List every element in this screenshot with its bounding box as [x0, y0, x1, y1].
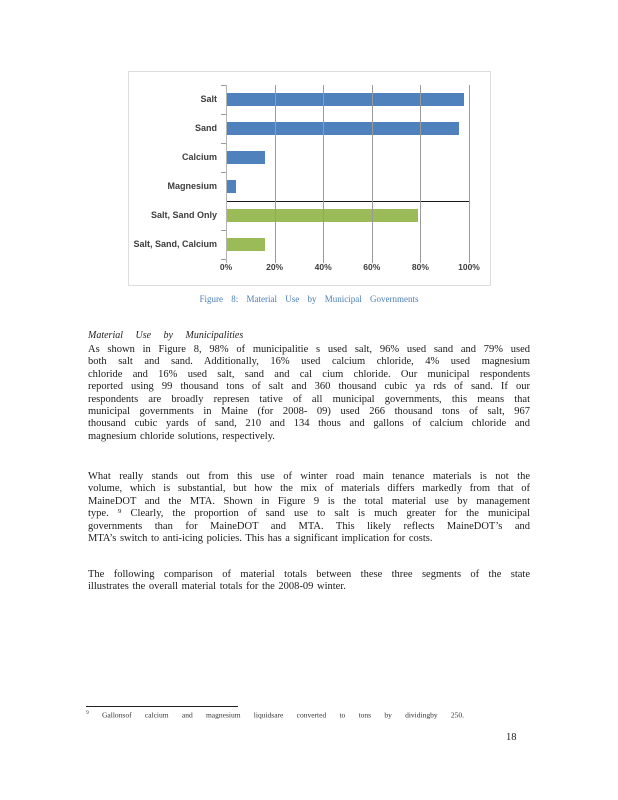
chart-row	[133, 230, 469, 259]
x-axis-tick-label: 0%	[219, 262, 233, 272]
bar-calcium	[226, 151, 265, 164]
group-separator-line	[226, 201, 469, 202]
paragraph	[88, 471, 530, 545]
gridline	[226, 85, 227, 263]
chart-row	[194, 114, 469, 143]
figure-caption: Figure 8: Material Use by Municipal Governments	[199, 294, 419, 304]
x-axis-tick-label: 100%	[458, 262, 480, 272]
x-axis-tick-label: 80%	[411, 262, 429, 272]
material-use-chart	[128, 71, 491, 286]
section-heading: Material Use by Municipalities	[88, 330, 244, 341]
bar-salt	[226, 93, 464, 106]
text-line: illustrates the overall material totals for the 2008-09 winter.	[88, 581, 346, 593]
text-line: both salt and sand. Additionally, 16% used calcium chloride, 4% used magnesium	[88, 356, 530, 368]
footnote-text: Gallonsof calcium and magnesium liquidsare converted to tons by dividingby 250.	[102, 710, 464, 720]
footnote-marker: 9	[86, 710, 89, 716]
bar-sand	[226, 122, 459, 135]
category-label: Sand	[194, 123, 217, 133]
gridline	[420, 85, 421, 263]
text-line: volume, which is substantial, but how the mix of materials differs markedly from that of	[88, 483, 530, 495]
chart-row	[200, 85, 469, 114]
text-line: type. ⁹ Clearly, the proportion of sand use to salt is much greater for the municipal	[88, 508, 530, 520]
chart-row	[167, 172, 469, 201]
chart-row	[150, 201, 469, 230]
text-line: respondents are broadly represen tative of all municipal governments, this means that	[88, 393, 530, 405]
footnote	[86, 710, 464, 720]
text-line: What really stands out from this use of winter road main tenance materials is not the	[88, 471, 530, 482]
bar-salt-sand-only	[226, 209, 418, 222]
gridline	[275, 85, 276, 263]
bar-salt-sand-calcium	[226, 238, 265, 251]
x-axis-tick-label: 60%	[363, 262, 381, 272]
page-number: 18	[506, 732, 517, 743]
category-label: Magnesium	[167, 181, 217, 191]
category-label: Salt, Sand, Calcium	[133, 239, 217, 249]
chart-plot	[133, 85, 469, 259]
text-line: reported using 99 thousand tons of salt and 360 thousand cubic ya rds of sand. If our	[88, 381, 530, 393]
text-line: The following comparison of material totals between these three segments of the state	[88, 569, 530, 580]
category-label: Salt, Sand Only	[150, 210, 217, 220]
x-axis-tick-label: 40%	[314, 262, 332, 272]
text-line: municipal governments in Maine (for 2008- 09) used 266 thousand tons of salt, 967	[88, 406, 530, 418]
category-label: Calcium	[181, 152, 217, 162]
paragraph	[88, 344, 530, 443]
gridline	[469, 85, 470, 263]
text-line: MTA’s switch to anti-icing policies. This has a significant implication for costs.	[88, 533, 433, 545]
text-line: MaineDOT and the MTA. Shown in Figure 9 is the total material use by management	[88, 495, 530, 507]
text-line: governments than for MaineDOT and MTA. This likely reflects MaineDOT’s and	[88, 520, 530, 532]
category-label: Salt	[200, 94, 217, 104]
gridline	[372, 85, 373, 263]
bar-magnesium	[226, 180, 236, 193]
x-axis-tick-label: 20%	[266, 262, 284, 272]
text-line: chloride and 16% used salt, sand and cal cium chloride. Our municipal respondents	[88, 368, 530, 380]
text-line: thousand cubic yards of sand, 210 and 134 thous and gallons of calcium chloride and	[88, 418, 530, 430]
footnote-rule	[86, 706, 238, 707]
text-line: As shown in Figure 8, 98% of municipalitie s used salt, 96% used sand and 79% used	[88, 344, 530, 355]
gridline	[323, 85, 324, 263]
paragraph	[88, 569, 530, 594]
chart-row	[181, 143, 469, 172]
text-line: magnesium chloride solutions, respectively.	[88, 430, 275, 442]
